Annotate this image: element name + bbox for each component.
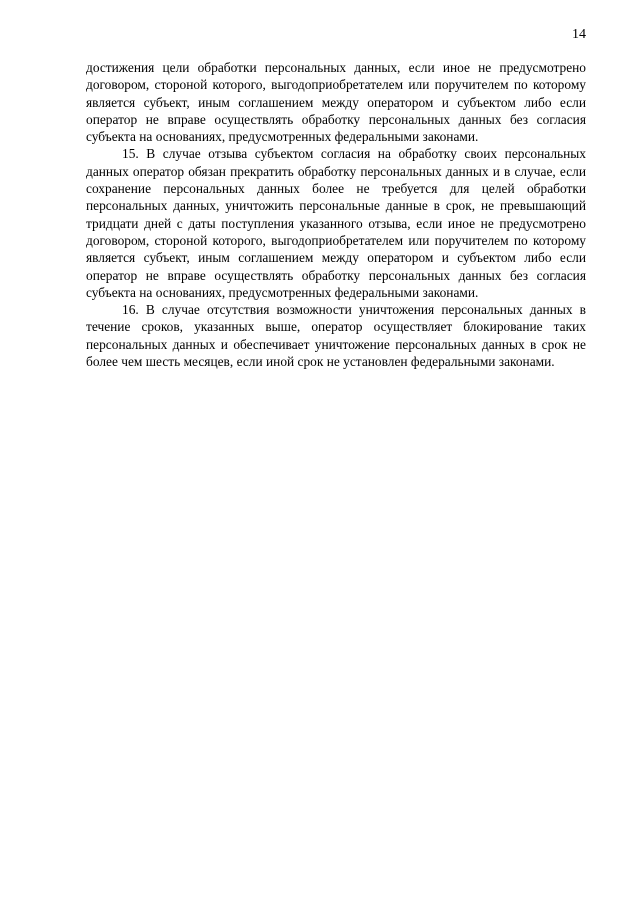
paragraph-15: 15. В случае отзыва субъектом согласия на обработку своих персональных данных оператор обязан прекратить обработку персональных данных и в случае, если сохранение персональных данных более не требуется для целей обработки персональных данных, уничтожить персональные данные в срок, не превышающий тридцати дней с даты поступления указанного отзыва, если иное не предусмотрено договором, стороной которого, выгодоприобретателем или поручителем по которому является субъект, иным соглашением между оператором и субъектом либо если оператор не вправе осуществлять обработку персональных данных без согласия субъекта на основаниях, предусмотренных федеральными законами.: [86, 146, 586, 300]
paragraph-16: 16. В случае отсутствия возможности уничтожения персональных данных в течение сроков, указанных выше, оператор осуществляет блокирование таких персональных данных и обеспечивает уничтожение персональных данных в срок не более чем шесть месяцев, если иной срок не установлен федеральными законами.: [86, 302, 586, 370]
page-number: 14: [572, 27, 586, 42]
paragraph-continuation: достижения цели обработки персональных данных, если иное не предусмотрено договором, стороной которого, выгодоприобретателем или поручителем по которому является субъект, иным соглашением между оператором и субъектом либо если оператор не вправе осуществлять обработку персональных данных без согласия субъекта на основаниях, предусмотренных федеральными законами.: [86, 60, 586, 145]
document-body: [86, 59, 586, 370]
